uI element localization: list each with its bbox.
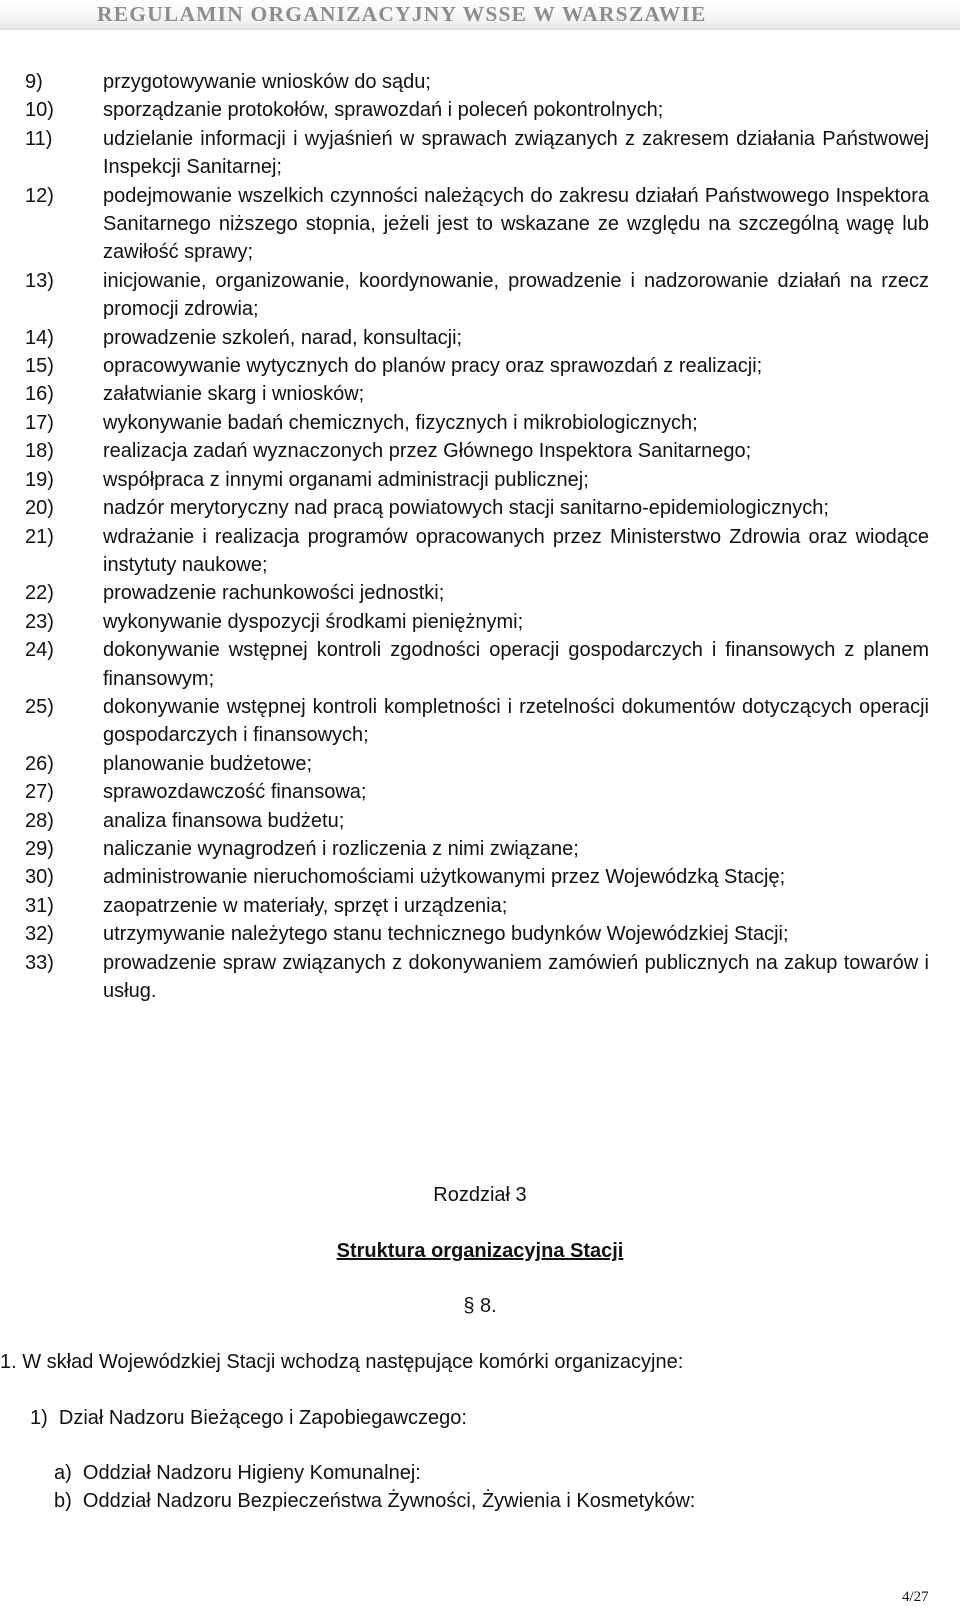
item-number: 16) [25,383,54,406]
list-item [25,920,929,948]
list-item [25,466,929,494]
item-text: wykonywanie dyspozycji środkami pieniężnymi; [103,610,524,633]
item-number: 25) [25,695,54,718]
item-text: prowadzenie spraw związanych z dokonywaniem zamówień publicznych na zakup towarów i usług. [103,951,929,1002]
list-item [25,892,929,920]
item-text: inicjowanie, organizowanie, koordynowanie, prowadzenie i nadzorowanie działań na rzecz promocji zdrowia; [103,269,929,321]
item-number: 23) [25,610,54,633]
item-number: 30) [25,866,54,889]
list-item [25,636,929,693]
list-item [25,96,929,124]
subpoint-a: a) Oddział Nadzoru Higieny Komunalnej: [54,1462,421,1484]
item-text: naliczanie wynagrodzeń i rozliczenia z nimi związane; [103,837,579,860]
list-item [25,835,929,863]
subpoint-1: 1) Dział Nadzoru Bieżącego i Zapobiegawczego: [30,1407,467,1429]
list-item [25,579,929,607]
item-number: 13) [25,269,54,292]
item-text: nadzór merytoryczny nad pracą powiatowych stacji sanitarno-epidemiologicznych; [103,497,829,520]
list-item [25,608,929,636]
item-text: przygotowywanie wniosków do sądu; [103,71,431,93]
item-number: 19) [25,468,54,491]
item-text: utrzymywanie należytego stanu technicznego budynków Wojewódzkiej Stacji; [103,923,789,946]
item-number: 20) [25,497,54,520]
list-item [25,949,929,1006]
list-item [25,807,929,835]
item-number: 28) [25,809,54,832]
list-item [25,267,929,324]
item-text: administrowanie nieruchomościami użytkowanymi przez Wojewódzką Stację; [103,866,786,889]
item-text: prowadzenie szkoleń, narad, konsultacji; [103,326,463,349]
item-text: sprawozdawczość finansowa; [103,781,367,804]
list-item [25,437,929,465]
item-number: 10) [25,99,54,122]
list-item [25,778,929,806]
list-item [25,409,929,437]
item-text: załatwianie skarg i wniosków; [103,383,365,406]
list-item [25,494,929,522]
point-1: 1. W skład Wojewódzkiej Stacji wchodzą następujące komórki organizacyjne: [0,1351,684,1373]
list-item [25,125,929,182]
page-number: 4/27 [902,1589,929,1605]
item-text: prowadzenie rachunkowości jednostki; [103,582,445,605]
item-number: 33) [25,951,54,974]
item-text: realizacja zadań wyznaczonych przez Głównego Inspektora Sanitarnego; [103,440,752,463]
item-number: 12) [25,184,54,207]
item-number: 32) [25,923,54,946]
item-text: udzielanie informacji i wyjaśnień w sprawach związanych z zakresem działania Państwowej Inspekcji Sanitarnej; [103,127,929,179]
paragraph-mark: § 8. [463,1295,497,1317]
subpoint-b: b) Oddział Nadzoru Bezpieczeństwa Żywności, Żywienia i Kosmetyków: [54,1490,696,1512]
item-text: zaopatrzenie w materiały, sprzęt i urządzenia; [103,894,508,917]
section-title: Struktura organizacyjna Stacji [336,1240,624,1262]
list-item [25,352,929,380]
item-number: 11) [25,127,53,150]
list-item [25,380,929,408]
item-number: 26) [25,752,54,775]
chapter-heading: Rozdział 3 [433,1184,527,1206]
item-number: 22) [25,582,54,605]
item-number: 15) [25,355,54,378]
item-text: dokonywanie wstępnej kontroli kompletności i rzetelności dokumentów dotyczących operacji gospodarczych i finansowych; [103,695,929,747]
item-text: wykonywanie badań chemicznych, fizycznych i mikrobiologicznych; [103,411,698,434]
list-item [25,182,929,267]
item-number: 9) [25,71,43,93]
task-list [25,68,929,1005]
item-number: 27) [25,781,54,804]
item-number: 31) [25,894,54,917]
item-text: planowanie budżetowe; [103,752,313,775]
item-number: 18) [25,440,54,463]
item-number: 17) [25,411,54,434]
item-text: dokonywanie wstępnej kontroli zgodności operacji gospodarczych i finansowych z planem finansowym; [103,639,929,690]
item-number: 24) [25,639,54,662]
item-text: opracowywanie wytycznych do planów pracy oraz sprawozdań z realizacji; [103,355,763,378]
list-item [25,863,929,891]
header-title: REGULAMIN ORGANIZACYJNY WSSE W WARSZAWIE [97,2,707,26]
list-item [25,523,929,580]
list-item [25,750,929,778]
list-item [25,693,929,750]
item-number: 21) [25,525,54,548]
item-text: wdrażanie i realizacja programów opracowanych przez Ministerstwo Zdrowia oraz wiodące instytuty naukowe; [103,525,929,576]
item-text: analiza finansowa budżetu; [103,809,345,832]
item-text: współpraca z innymi organami administracji publicznej; [103,468,589,491]
list-item [25,68,929,96]
list-item [25,324,929,352]
item-text: podejmowanie wszelkich czynności należących do zakresu działań Państwowego Inspektora Sanitarnego niższego stopnia, jeżeli jest to wskazane ze względu na szczególną wagę lub zawiłość sprawy; [103,184,929,264]
item-number: 29) [25,837,54,860]
page-header [0,0,960,30]
item-text: sporządzanie protokołów, sprawozdań i poleceń pokontrolnych; [103,99,664,122]
item-number: 14) [25,326,54,349]
